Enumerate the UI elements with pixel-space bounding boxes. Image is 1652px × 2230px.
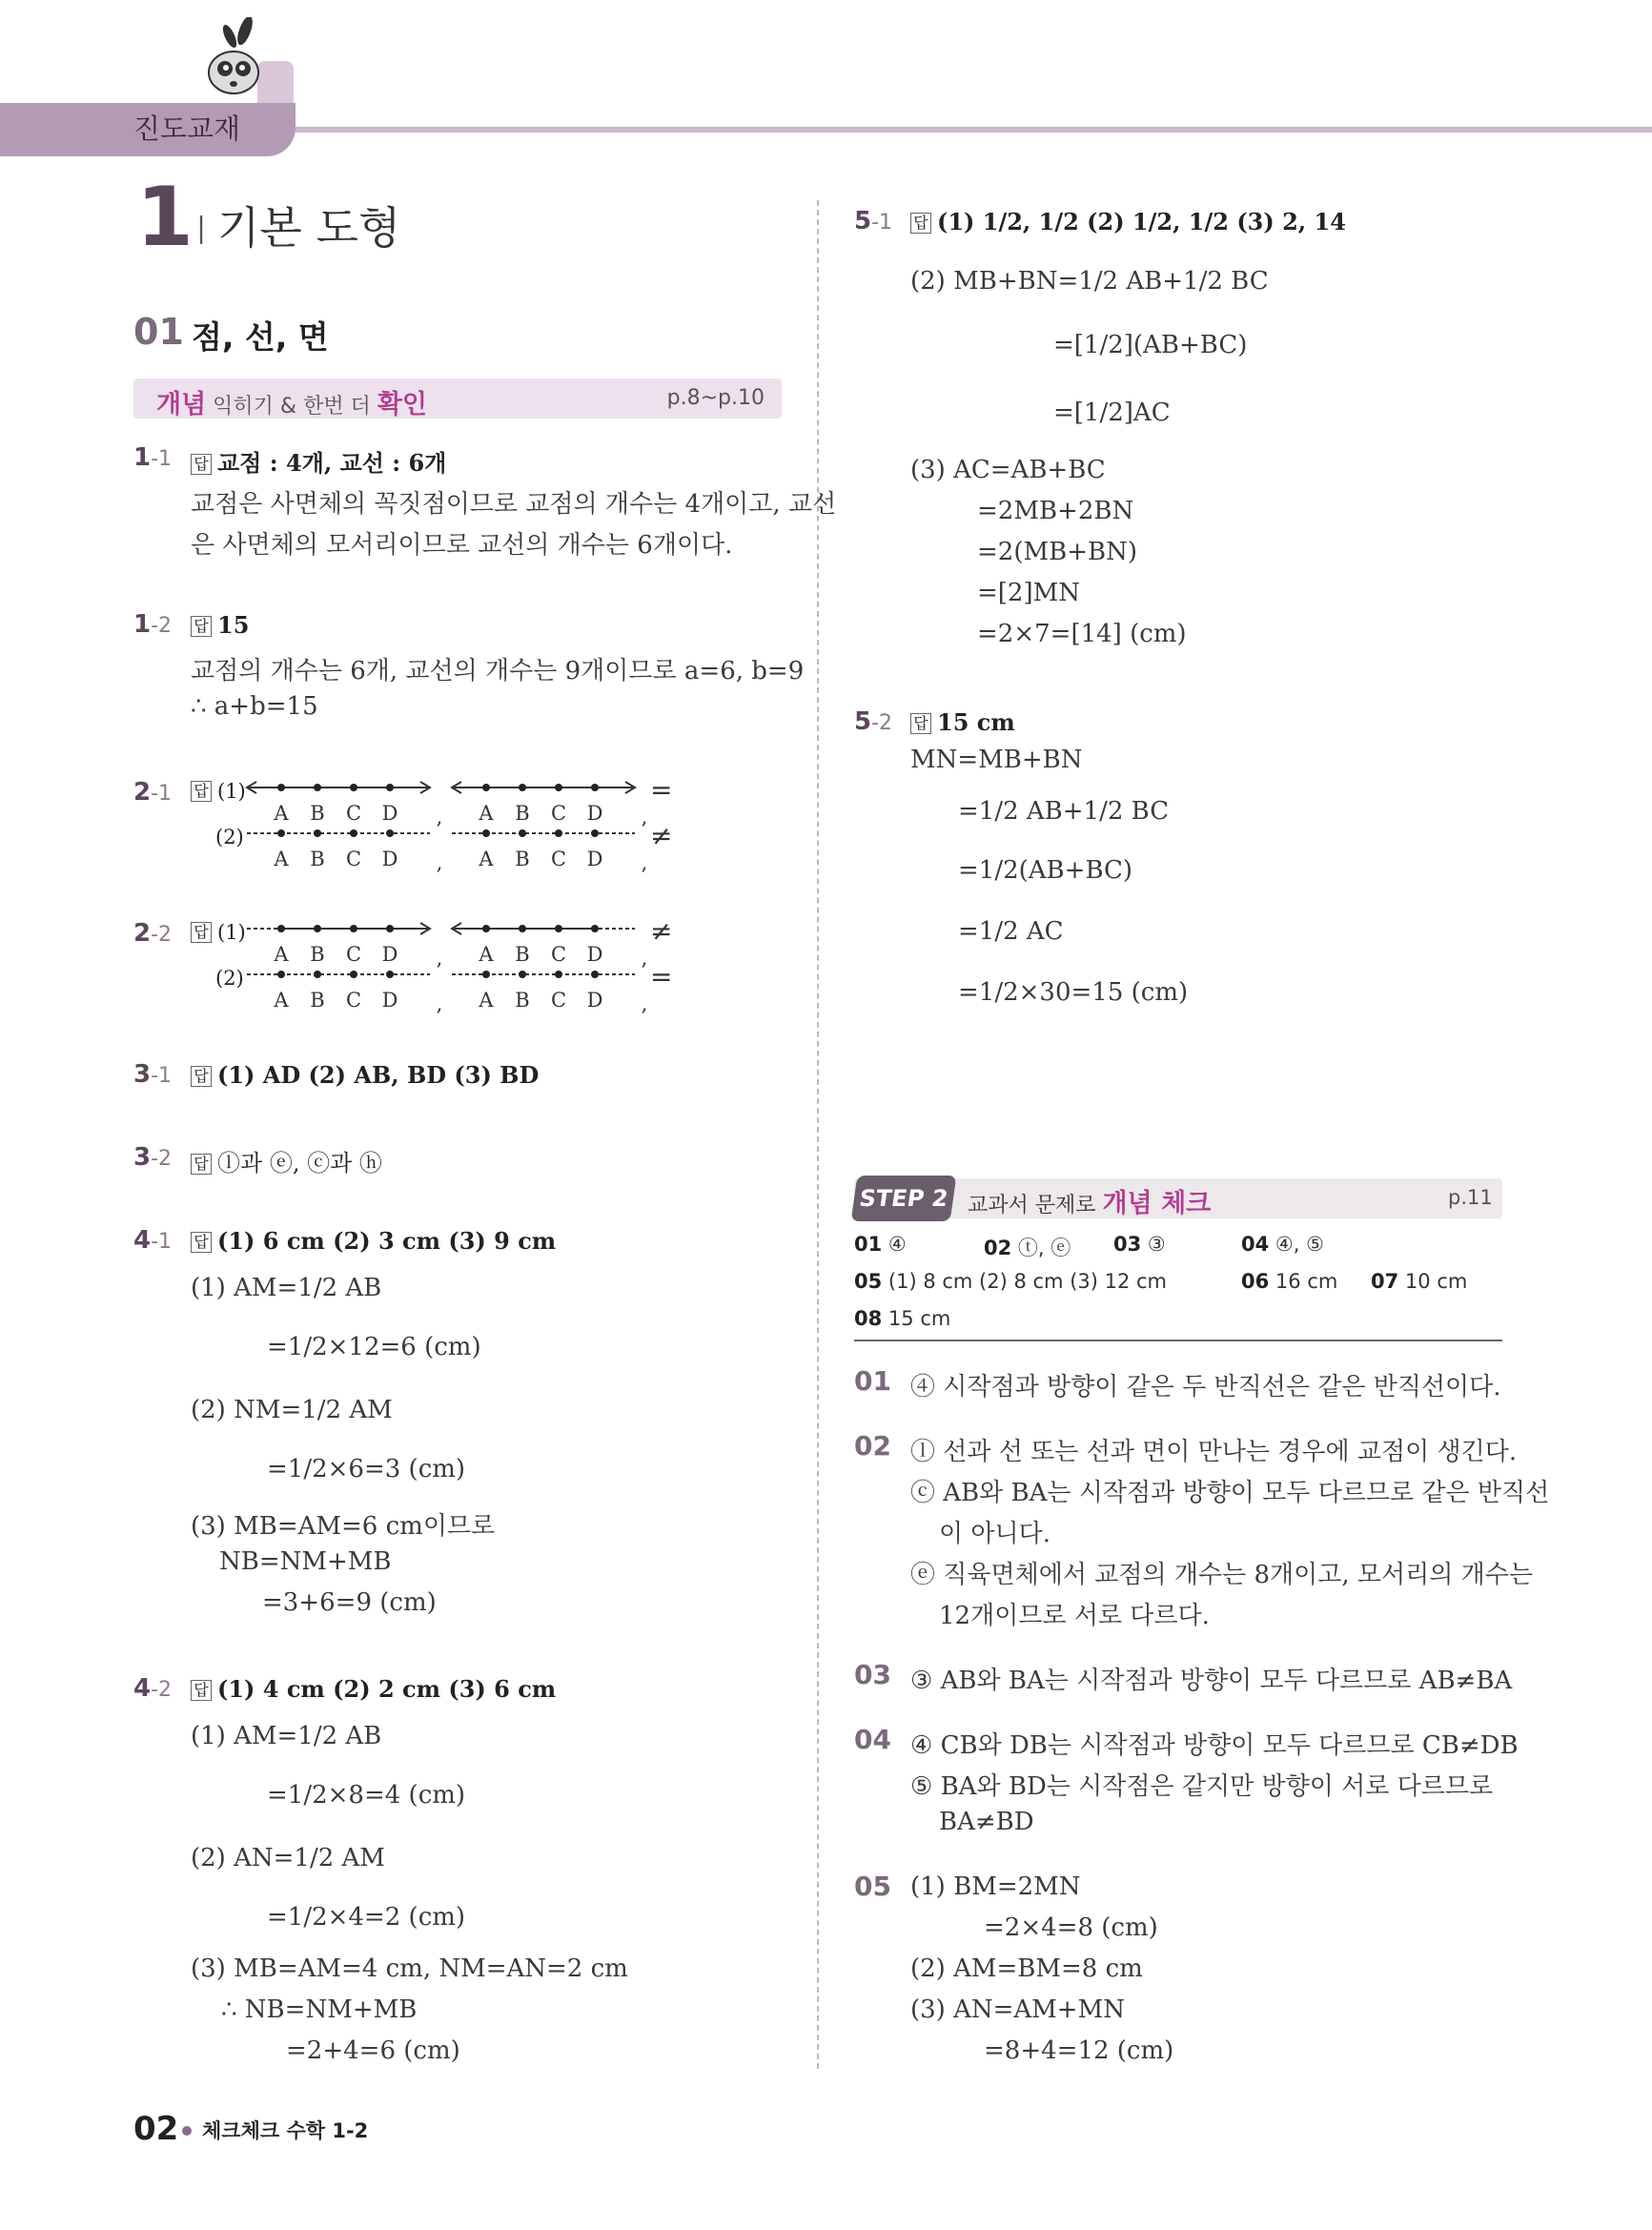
step2-badge: STEP 2 xyxy=(851,1176,957,1221)
problem-number: 4-2 xyxy=(133,1674,173,1703)
problem-number: 3-1 xyxy=(133,1060,173,1089)
solution-line: =2MB+2BN xyxy=(977,497,1134,525)
point-label: B xyxy=(515,989,530,1012)
header-tab-label: 진도교재 xyxy=(133,113,241,145)
quick-answer: 04 ④, ⑤ xyxy=(1241,1233,1324,1256)
point-label: A xyxy=(274,943,289,966)
comparison-symbol: ≠ xyxy=(650,820,673,851)
solution-line: 은 사면체의 모서리이므로 교선의 개수는 6개이다. xyxy=(191,531,733,560)
point-label: D xyxy=(381,989,398,1012)
solution-line: =2×7=[14] (cm) xyxy=(977,620,1187,648)
solution-line: =2×4=8 (cm) xyxy=(984,1913,1158,1942)
solution-line: (2) AN=1/2 AM xyxy=(191,1844,385,1872)
point-label: C xyxy=(550,943,567,966)
answer: 답 교점 : 4개, 교선 : 6개 xyxy=(191,444,446,478)
problem-number: 4-1 xyxy=(133,1226,173,1255)
comparison-symbol: ≠ xyxy=(650,915,673,947)
point-label: C xyxy=(550,989,567,1012)
chapter-number: 1 xyxy=(136,170,194,265)
solution-line: =1/2×6=3 (cm) xyxy=(267,1455,466,1483)
solution-line: (3) AC=AB+BC xyxy=(910,456,1106,484)
point-label: D xyxy=(586,989,603,1012)
point-label: A xyxy=(479,848,494,870)
point-label: C xyxy=(345,989,362,1012)
banner-keyword: 개념 xyxy=(156,390,207,419)
solution-line: 교점은 사면체의 꼭짓점이므로 교점의 개수는 4개이고, 교선 xyxy=(191,490,837,519)
solution-line: (2) NM=1/2 AM xyxy=(191,1396,393,1424)
point-label: A xyxy=(479,802,494,825)
solution-line: 이 아니다. xyxy=(939,1520,1050,1548)
problem-number: 5-1 xyxy=(854,207,893,235)
point-label: B xyxy=(310,802,325,825)
solution-line: =1/2×30=15 (cm) xyxy=(958,978,1189,1007)
solution-line: (3) MB=AM=6 cm이므로 xyxy=(191,1512,496,1541)
solution-line: ∴ a+b=15 xyxy=(191,692,318,721)
point-label: D xyxy=(381,943,398,966)
page-number: 02 xyxy=(133,2110,179,2148)
banner-text: 익히기 & 한번 더 xyxy=(206,395,377,419)
point-label: A xyxy=(479,943,494,966)
point-label: C xyxy=(550,802,567,825)
point-label: B xyxy=(310,943,325,966)
answer-label: 답 (1) xyxy=(191,780,246,803)
banner-keyword-2: 확인 xyxy=(377,390,427,419)
point-label: A xyxy=(274,802,289,825)
point-label: D xyxy=(586,943,603,966)
point-label: B xyxy=(310,989,325,1012)
problem-number: 1-1 xyxy=(133,443,173,472)
solution-line: 12개이므로 서로 다르다. xyxy=(939,1602,1210,1630)
quick-answer: 03 ③ xyxy=(1113,1233,1166,1256)
answer: 답 ⓛ과 ⓔ, ⓒ과 ⓗ xyxy=(191,1144,382,1177)
line-figure xyxy=(243,964,443,1017)
chapter-title: 기본 도형 xyxy=(217,202,401,254)
quick-answer-rule xyxy=(854,1340,1502,1341)
chapter-separator: | xyxy=(196,212,207,245)
row-label: (2) xyxy=(215,826,244,849)
separator-comma: , xyxy=(436,806,443,829)
solution-line: =1/2(AB+BC) xyxy=(958,856,1133,885)
point-label: C xyxy=(345,848,362,870)
section-title: 점, 선, 면 xyxy=(192,318,329,356)
question-number: 02 xyxy=(854,1430,891,1462)
solution-line: ④ CB와 DB는 시작점과 방향이 모두 다르므로 CB≠DB xyxy=(910,1731,1519,1760)
book-title: 체크체크 수학 1-2 xyxy=(202,2119,369,2142)
section-number: 01 xyxy=(133,311,184,353)
solution-line: =1/2×8=4 (cm) xyxy=(267,1781,466,1810)
problem-number: 3-2 xyxy=(133,1143,173,1172)
answer: 답 (1) 6 cm (2) 3 cm (3) 9 cm xyxy=(191,1227,556,1255)
solution-line: (3) MB=AM=4 cm, NM=AN=2 cm xyxy=(191,1954,628,1983)
solution-line: (2) AM=BM=8 cm xyxy=(910,1954,1143,1983)
solution-line: =[1/2]AC xyxy=(1053,399,1171,427)
solution-line: =1/2×12=6 (cm) xyxy=(267,1333,481,1361)
quick-answer: 07 10 cm xyxy=(1371,1270,1468,1293)
banner-page-range: p.8~p.10 xyxy=(666,386,765,410)
solution-line: =8+4=12 (cm) xyxy=(984,2036,1174,2065)
solution-line: =2(MB+BN) xyxy=(977,538,1137,566)
quick-answer: 01 ④ xyxy=(854,1233,907,1256)
question-number: 01 xyxy=(854,1365,891,1397)
solution-line: =[1/2](AB+BC) xyxy=(1053,331,1248,359)
quick-answer: 06 16 cm xyxy=(1241,1270,1338,1293)
problem-number: 5-2 xyxy=(854,707,893,736)
solution-line: ④ 시작점과 방향이 같은 두 반직선은 같은 반직선이다. xyxy=(910,1373,1501,1401)
solution-line: =3+6=9 (cm) xyxy=(262,1588,437,1617)
solution-line: =2+4=6 (cm) xyxy=(286,2036,460,2065)
answer: 답 15 xyxy=(191,611,249,639)
concept-banner xyxy=(133,378,782,419)
answer: 답 15 cm xyxy=(910,708,1015,736)
quick-answer: 08 15 cm xyxy=(854,1307,951,1330)
separator-comma: , xyxy=(641,806,648,829)
solution-line: (3) AN=AM+MN xyxy=(910,1995,1125,2024)
solution-line: 교점의 개수는 6개, 교선의 개수는 9개이므로 a=6, b=9 xyxy=(191,657,805,685)
point-label: B xyxy=(515,848,530,870)
answer-label: 답 (1) xyxy=(191,921,246,944)
quick-answer: 05 (1) 8 cm (2) 8 cm (3) 12 cm xyxy=(854,1270,1168,1293)
problem-number: 2-2 xyxy=(133,919,173,948)
point-label: C xyxy=(345,802,362,825)
point-label: C xyxy=(345,943,362,966)
point-label: A xyxy=(479,989,494,1012)
solution-line: (2) MB+BN=1/2 AB+1/2 BC xyxy=(910,267,1269,296)
point-label: A xyxy=(274,989,289,1012)
separator-comma: , xyxy=(436,851,443,874)
step2-page: p.11 xyxy=(1448,1186,1493,1209)
line-figure xyxy=(243,823,443,876)
point-label: D xyxy=(381,848,398,870)
solution-line: ∴ NB=NM+MB xyxy=(221,1995,418,2024)
separator-comma: , xyxy=(641,947,648,970)
solution-line: =1/2 AB+1/2 BC xyxy=(958,797,1170,826)
solution-line: =[2]MN xyxy=(977,579,1080,607)
line-figure xyxy=(448,823,648,876)
solution-line: BA≠BD xyxy=(939,1808,1034,1836)
point-label: C xyxy=(550,848,567,870)
point-label: D xyxy=(586,848,603,870)
solution-line: ⓒ AB와 BA는 시작점과 방향이 모두 다르므로 같은 반직선 xyxy=(910,1479,1550,1507)
point-label: B xyxy=(515,802,530,825)
question-number: 04 xyxy=(854,1724,891,1755)
point-label: B xyxy=(515,943,530,966)
solution-line: (1) BM=2MN xyxy=(910,1872,1081,1901)
solution-line: =1/2 AC xyxy=(958,917,1064,946)
rabbit-mascot-icon xyxy=(195,17,272,103)
solution-line: ⑤ BA와 BD는 시작점은 같지만 방향이 서로 다르므로 xyxy=(910,1772,1494,1801)
point-label: A xyxy=(274,848,289,870)
solution-line: (1) AM=1/2 AB xyxy=(191,1722,382,1750)
line-figure xyxy=(448,964,648,1017)
solution-line: =1/2×4=2 (cm) xyxy=(267,1903,466,1932)
solution-line: NB=NM+MB xyxy=(219,1547,392,1576)
solution-line: (1) AM=1/2 AB xyxy=(191,1274,382,1302)
column-divider xyxy=(817,200,819,2069)
comparison-symbol: = xyxy=(650,961,673,992)
question-number: 05 xyxy=(854,1871,891,1902)
separator-comma: , xyxy=(641,992,648,1015)
answer: 답 (1) 1/2, 1/2 (2) 1/2, 1/2 (3) 2, 14 xyxy=(910,208,1346,235)
solution-line: MN=MB+BN xyxy=(910,746,1083,774)
header-rule xyxy=(286,127,1652,133)
quick-answer: 02 ⓣ, ⓔ xyxy=(984,1237,1071,1259)
answer: 답 (1) 4 cm (2) 2 cm (3) 6 cm xyxy=(191,1675,556,1703)
point-label: D xyxy=(586,802,603,825)
step2-label: 교과서 문제로 개념 체크 xyxy=(968,1189,1212,1218)
problem-number: 2-1 xyxy=(133,778,173,807)
row-label: (2) xyxy=(215,967,244,990)
question-number: 03 xyxy=(854,1659,891,1690)
point-label: D xyxy=(381,802,398,825)
separator-comma: , xyxy=(436,992,443,1015)
separator-comma: , xyxy=(641,851,648,874)
point-label: B xyxy=(310,848,325,870)
solution-line: ③ AB와 BA는 시작점과 방향이 모두 다르므로 AB≠BA xyxy=(910,1667,1513,1695)
solution-line: ⓔ 직육면체에서 교점의 개수는 8개이고, 모서리의 개수는 xyxy=(910,1561,1533,1589)
problem-number: 1-2 xyxy=(133,610,173,639)
separator-comma: , xyxy=(436,947,443,970)
answer: 답 (1) AD (2) AB, BD (3) BD xyxy=(191,1061,539,1089)
solution-line: ⓛ 선과 선 또는 선과 면이 만나는 경우에 교점이 생긴다. xyxy=(910,1438,1518,1466)
comparison-symbol: = xyxy=(650,774,673,806)
footer-bullet xyxy=(182,2126,192,2136)
